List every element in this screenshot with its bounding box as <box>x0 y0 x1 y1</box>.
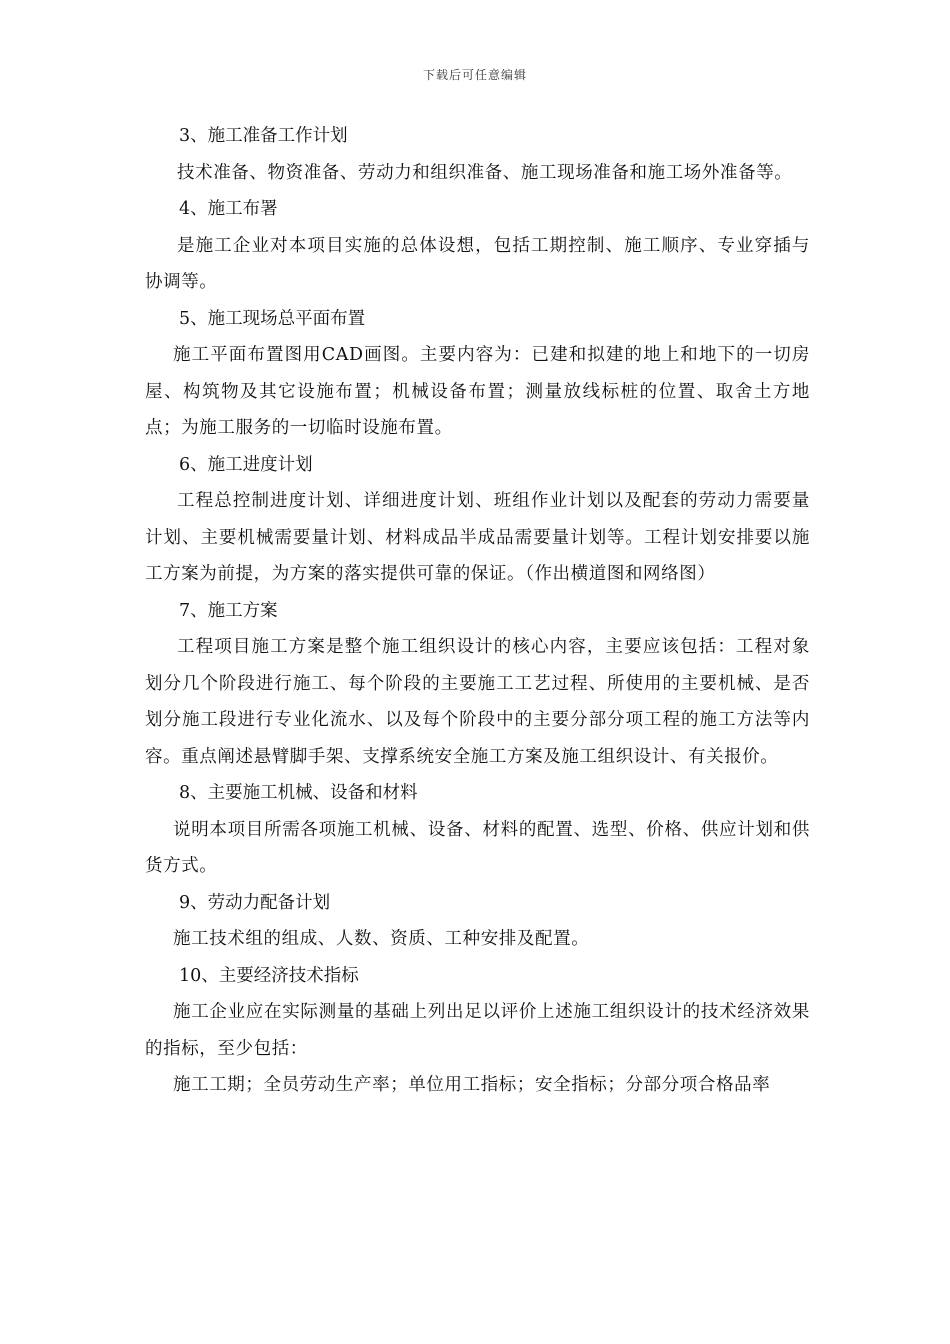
section-heading: 3、施工准备工作计划 <box>179 126 348 146</box>
section-heading: 10、主要经济技术指标 <box>179 965 359 986</box>
section-paragraph: 施工平面布置图用CAD画图。主要内容为：已建和拟建的地上和地下的一切房屋、构筑物及其它设施布置；机械设备布置；测量放线标桩的位置、取舍土方地点；为施工服务的一切临时设施布置。 <box>145 345 810 438</box>
section-heading: 9、劳动力配备计划 <box>179 892 331 913</box>
section-paragraph: 工程项目施工方案是整个施工组织设计的核心内容，主要应该包括：工程对象划分几个阶段进行施工、每个阶段的主要施工工艺过程、所使用的主要机械、是否划分施工段进行专业化流水、以及每个阶段中的主要分部分项工程的施工方法等内容。重点阐述悬臂脚手架、支撑系统安全施工方案及施工组织设计、有关报价。 <box>145 637 810 767</box>
section-heading: 8、主要施工机械、设备和材料 <box>179 783 418 803</box>
section-paragraph: 施工企业应在实际测量的基础上列出足以评价上述施工组织设计的技术经济效果的指标，至少包括： <box>145 1002 810 1059</box>
section-paragraph: 施工工期；全员劳动生产率；单位用工指标；安全指标；分部分项合格品率 <box>173 1075 771 1095</box>
section-paragraph: 技术准备、物资准备、劳动力和组织准备、施工现场准备和施工场外准备等。 <box>177 162 793 183</box>
section-heading: 4、施工布署 <box>179 199 278 219</box>
section-heading: 7、施工方案 <box>179 600 278 621</box>
section-paragraph: 说明本项目所需各项施工机械、设备、材料的配置、选型、价格、供应计划和供货方式。 <box>145 819 810 876</box>
section-paragraph: 施工技术组的组成、人数、资质、工种安排及配置。 <box>173 929 590 949</box>
section-paragraph: 是施工企业对本项目实施的总体设想，包括工期控制、施工顺序、专业穿插与协调等。 <box>145 235 810 292</box>
page-header-note: 下载后可任意编辑 <box>422 68 527 82</box>
document-body <box>145 118 810 1104</box>
section-heading: 6、施工进度计划 <box>179 454 313 475</box>
section-paragraph: 工程总控制进度计划、详细进度计划、班组作业计划以及配套的劳动力需要量计划、主要机械需要量计划、材料成品半成品需要量计划等。工程计划安排要以施工方案为前提，为方案的落实提供可靠的保证。（作出横道图和网络图） <box>145 491 810 584</box>
section-heading: 5、施工现场总平面布置 <box>179 308 366 329</box>
